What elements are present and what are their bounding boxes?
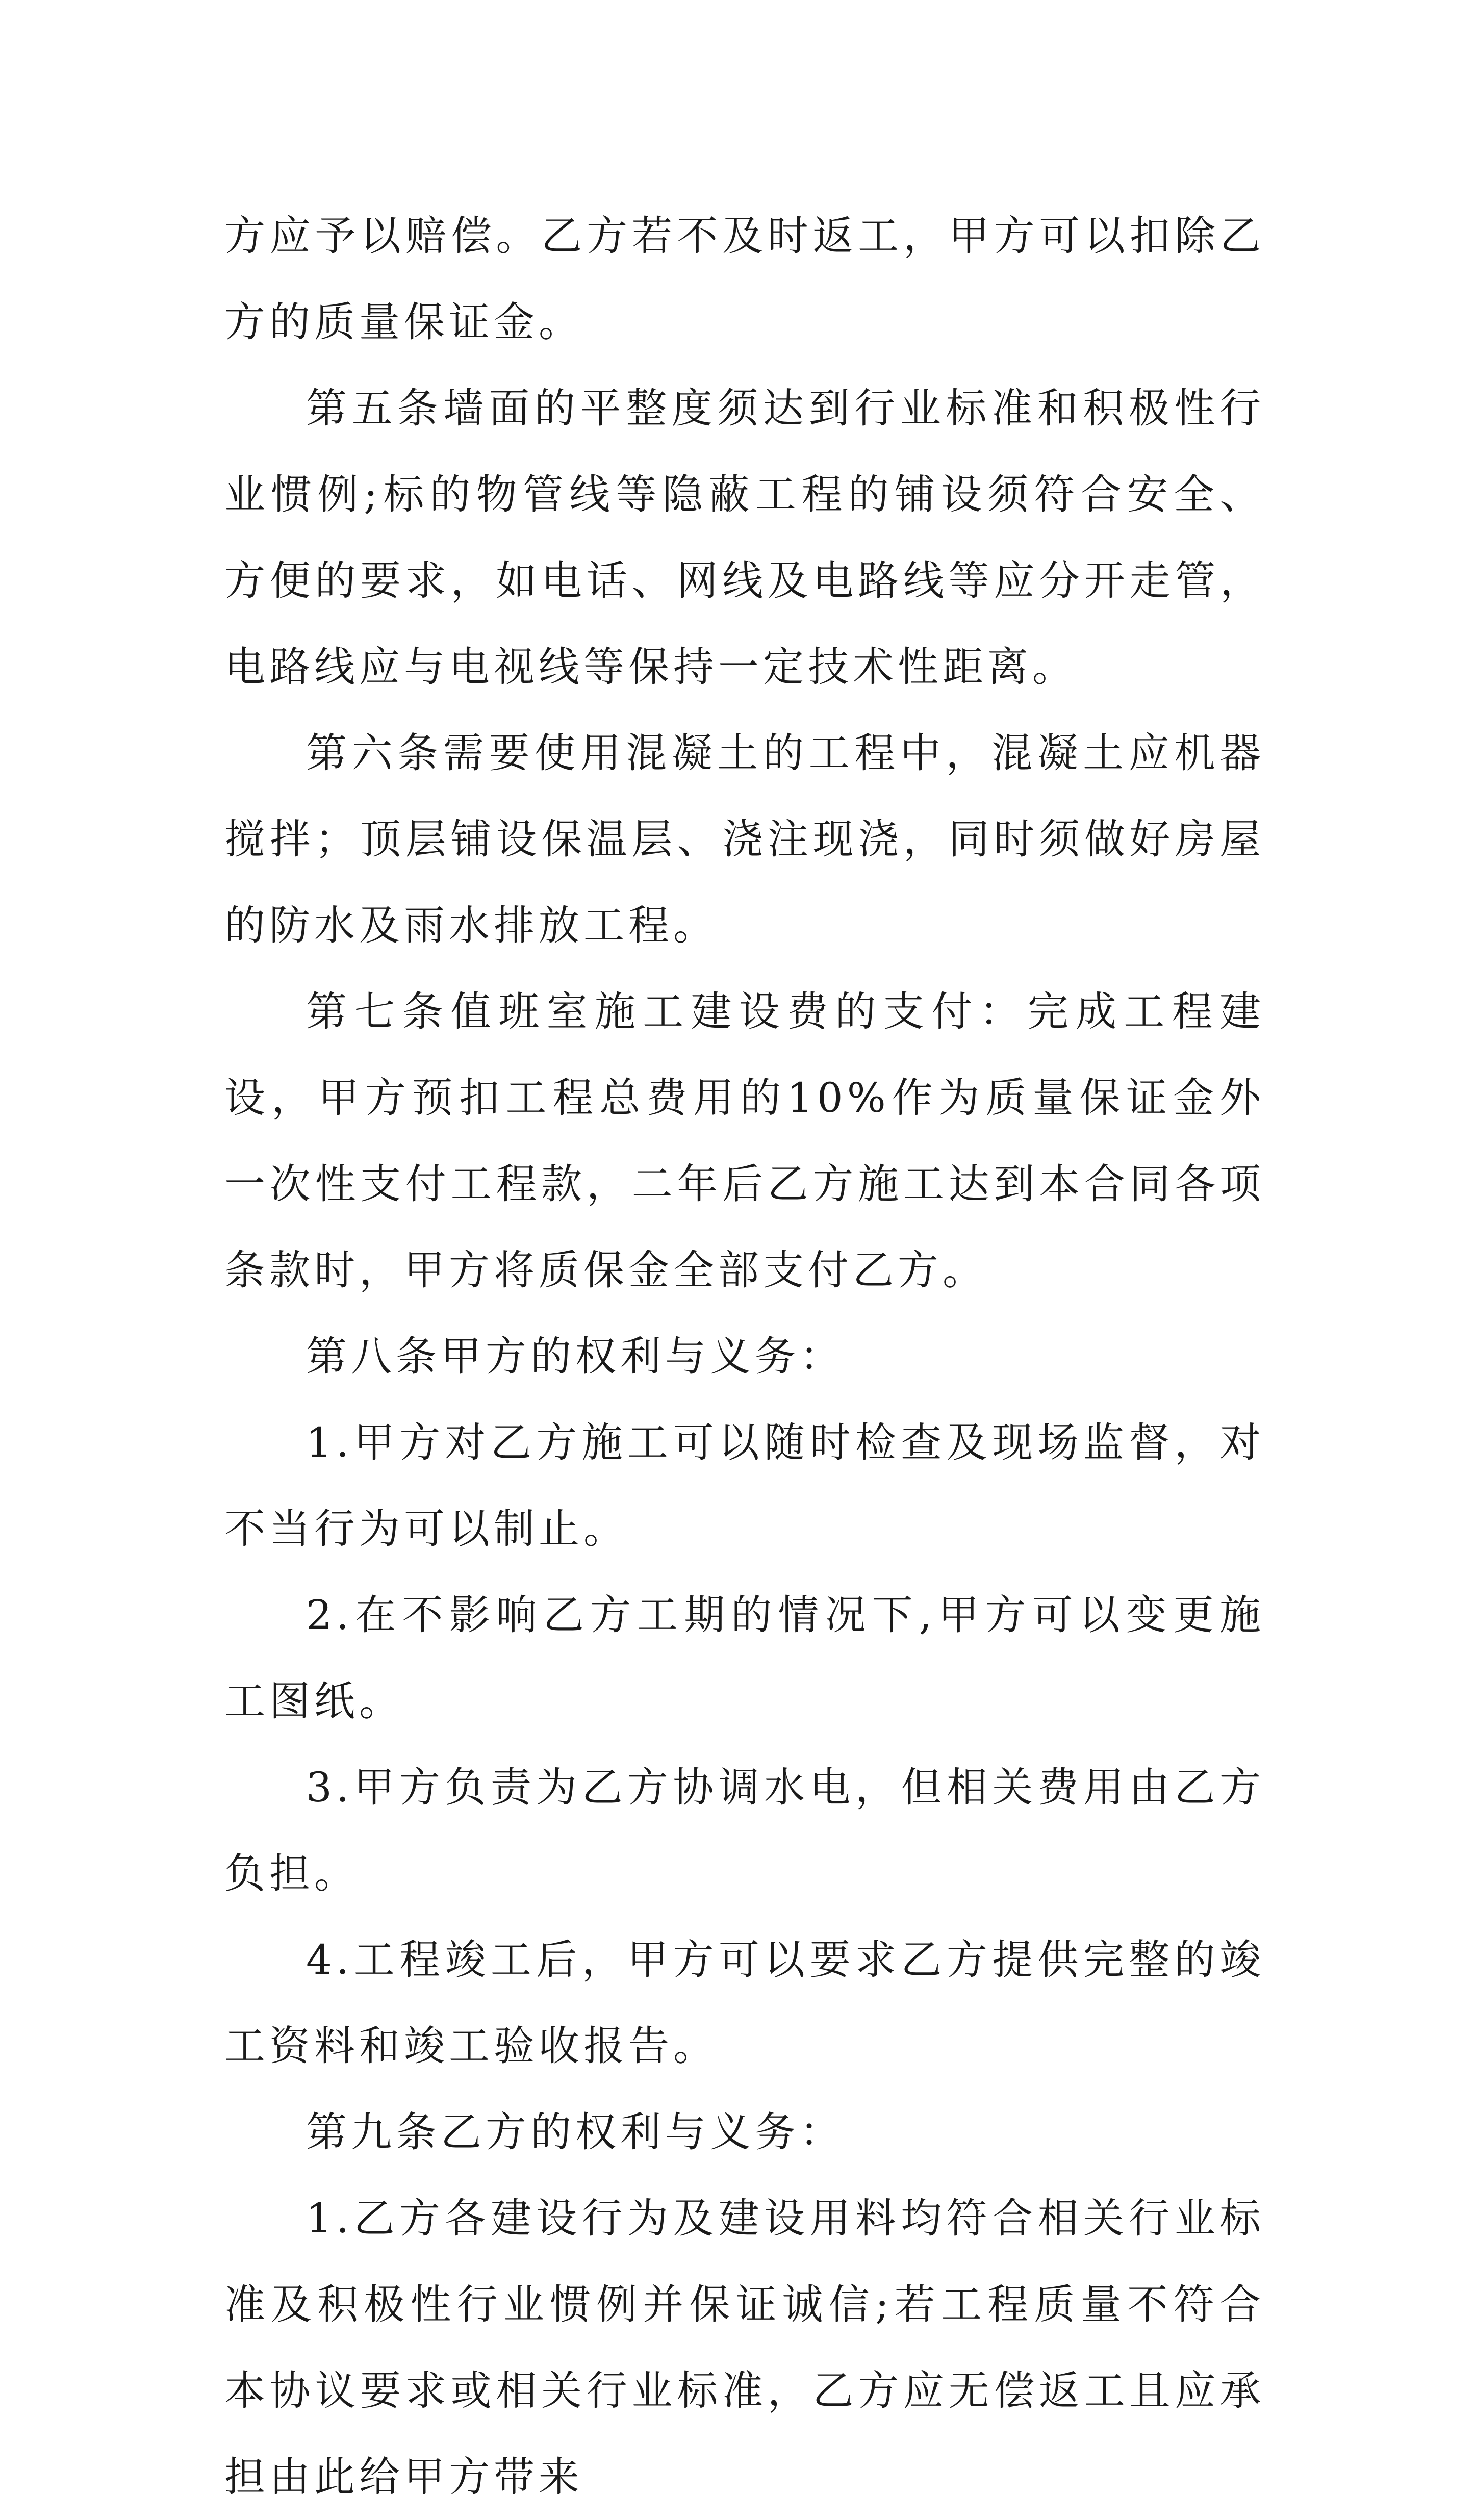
paragraph-clause-6: 第六条需要使用混凝土的工程中，混凝土应机器搅拌；顶层铺设保温层、浇注现浇，同时须做好房屋的防水及雨水排放工程。 xyxy=(224,729,1265,949)
paragraph-clause-8-item-1: 1.甲方对乙方施工可以随时检查及现场监督，对不当行为可以制止。 xyxy=(224,1419,1265,1552)
document-body xyxy=(224,193,1265,2520)
paragraph-clause-8-item-4: 4.工程竣工后，甲方可以要求乙方提供完整的竣工资料和竣工验收报告。 xyxy=(224,1936,1265,2070)
paragraph-clause-4-end: 方应予以赔偿。乙方若不及时返工，甲方可以扣除乙方的质量保证金。 xyxy=(224,212,1265,346)
paragraph-clause-5: 第五条墙面的平整度须达到行业标准和积极性行业惯例;标的物管线等隐蔽工程的铺设须符合安全、方便的要求，如电话、网线及电路线等应分开走管，电路线应与电视线等保持一定技术性距离。 xyxy=(224,385,1265,691)
paragraph-clause-8-heading: 第八条甲方的权利与义务： xyxy=(306,1333,845,1380)
paragraph-clause-8-item-3: 3.甲方负责为乙方协调水电，但相关费用由乙方负担。 xyxy=(224,1764,1265,1897)
paragraph-clause-8-item-2: 2.在不影响乙方工期的情况下,甲方可以变更施工图纸。 xyxy=(224,1591,1265,1725)
paragraph-clause-7: 第七条值班室施工建设费的支付：完成工程建设，甲方预扣工程总费用的10%作为质量保证金外一次性支付工程款，二年后乙方施工达到本合同各项条款时，甲方将质保金全部支付乙方。 xyxy=(224,988,1265,1294)
paragraph-clause-9-heading: 第九条乙方的权利与义务： xyxy=(306,2108,845,2156)
paragraph-clause-9-item-1: 1.乙方各建设行为及建设用料均符合相关行业标准及积极性行业惯例并保证诚信;若工程质量不符合本协议要求或相关行业标准，乙方应无偿返工且应承担由此给甲方带来 xyxy=(224,2195,1265,2501)
